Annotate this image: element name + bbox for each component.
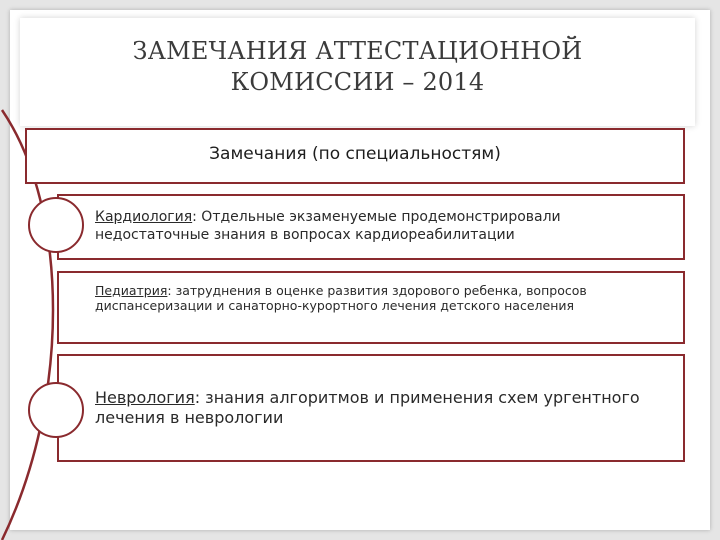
list-item-text xyxy=(95,388,675,428)
list-item-cardiology xyxy=(57,194,685,260)
list-item-neurology xyxy=(57,354,685,462)
list-item-text xyxy=(95,208,675,244)
specialty-label: Неврология xyxy=(95,388,195,407)
remark-text: : затруднения в оценке развития здорового ребенка, вопросов диспансеризации и санаторно-курортного лечения детского населения xyxy=(95,283,587,313)
list-item-pediatrics xyxy=(57,271,685,344)
list-item-text xyxy=(95,283,675,313)
header-label: Замечания (по специальностям) xyxy=(209,144,501,164)
bullet-circle xyxy=(28,382,84,438)
specialty-label: Педиатрия xyxy=(95,283,168,298)
header-box xyxy=(25,128,685,184)
specialty-label: Кардиология xyxy=(95,209,193,225)
bullet-circle xyxy=(28,197,84,253)
title-line-2: КОМИССИИ – 2014 xyxy=(230,68,485,96)
remark-text: : знания алгоритмов и применения схем ургентного лечения в неврологии xyxy=(95,388,640,427)
remark-text: : Отдельные экзаменуемые продемонстрировали недостаточные знания в вопросах кардиореабилитации xyxy=(95,209,561,243)
title-line-1: ЗАМЕЧАНИЯ АТТЕСТАЦИОННОЙ xyxy=(132,37,583,65)
